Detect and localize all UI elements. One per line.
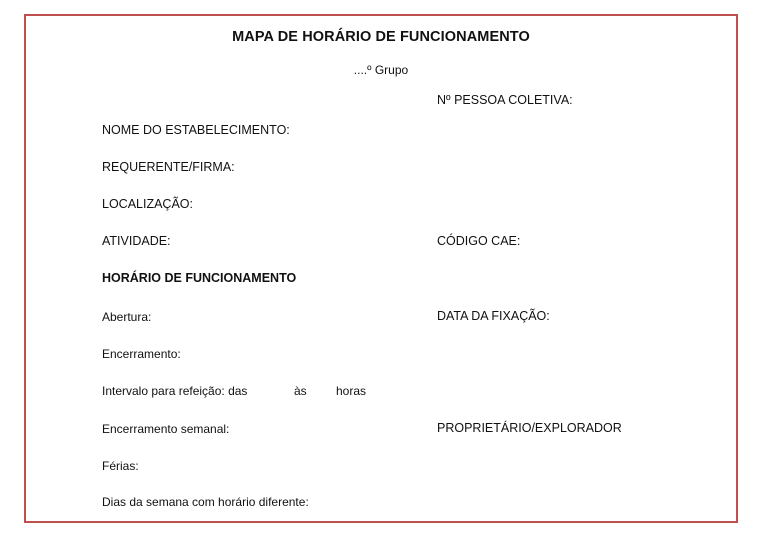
abertura-label: Abertura:: [102, 310, 152, 324]
group-label: ....º Grupo: [353, 63, 409, 77]
encerramento-semanal-label: Encerramento semanal:: [102, 422, 230, 436]
intervalo-horas-label: horas: [336, 384, 367, 398]
nome-estabelecimento-label: NOME DO ESTABELECIMENTO:: [102, 123, 290, 137]
atividade-label: ATIVIDADE:: [102, 234, 171, 248]
document-title: MAPA DE HORÁRIO DE FUNCIONAMENTO: [232, 29, 530, 45]
proprietario-label: PROPRIETÁRIO/EXPLORADOR: [437, 421, 622, 435]
intervalo-das-label: Intervalo para refeição: das: [102, 384, 248, 398]
ferias-label: Férias:: [102, 459, 139, 473]
pessoa-coletiva-label: Nº PESSOA COLETIVA:: [437, 93, 573, 107]
localizacao-label: LOCALIZAÇÃO:: [102, 197, 193, 211]
horario-heading: HORÁRIO DE FUNCIONAMENTO: [102, 271, 297, 285]
codigo-cae-label: CÓDIGO CAE:: [437, 234, 521, 248]
encerramento-label: Encerramento:: [102, 347, 181, 361]
form-sheet: [24, 14, 738, 523]
requerente-label: REQUERENTE/FIRMA:: [102, 160, 235, 174]
dias-diferentes-label: Dias da semana com horário diferente:: [102, 495, 309, 509]
data-fixacao-label: DATA DA FIXAÇÃO:: [437, 309, 550, 323]
intervalo-as-label: às: [294, 384, 307, 398]
